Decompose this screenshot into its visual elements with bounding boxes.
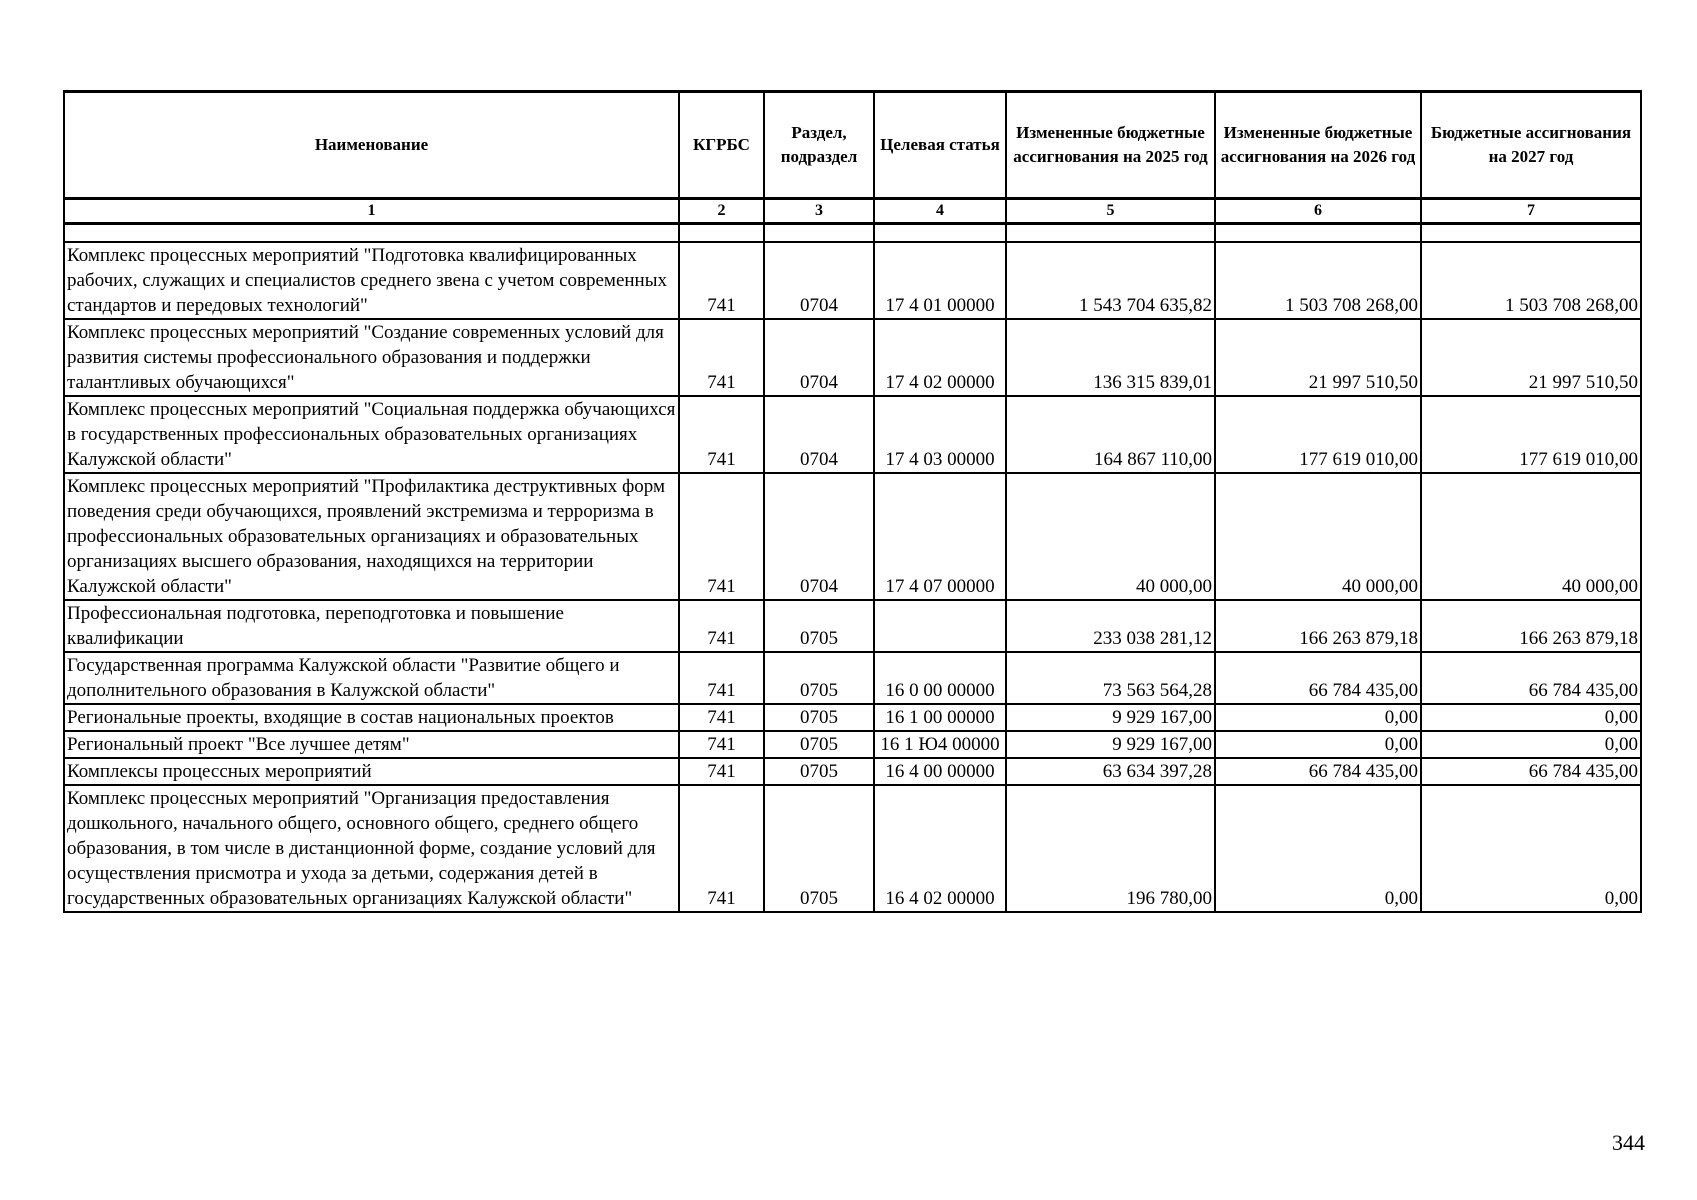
spacer-row xyxy=(64,224,1641,243)
column-number: 7 xyxy=(1421,199,1641,224)
table-row xyxy=(64,652,1641,704)
header-y2026: Измененные бюджетные ассигнования на 2026 год xyxy=(1215,92,1421,199)
table-row xyxy=(64,785,1641,912)
row-y2026: 166 263 879,18 xyxy=(1215,600,1421,652)
header-name: Наименование xyxy=(64,92,679,199)
row-razdel: 0705 xyxy=(764,652,874,704)
row-kgrbs: 741 xyxy=(679,731,764,758)
row-kgrbs: 741 xyxy=(679,396,764,473)
row-y2026: 177 619 010,00 xyxy=(1215,396,1421,473)
row-kgrbs: 741 xyxy=(679,704,764,731)
row-razdel: 0704 xyxy=(764,242,874,319)
row-y2025: 233 038 281,12 xyxy=(1006,600,1215,652)
row-target: 16 4 02 00000 xyxy=(874,785,1006,912)
row-y2025: 196 780,00 xyxy=(1006,785,1215,912)
row-y2027: 166 263 879,18 xyxy=(1421,600,1641,652)
row-target: 17 4 07 00000 xyxy=(874,473,1006,600)
row-y2027: 177 619 010,00 xyxy=(1421,396,1641,473)
table-row xyxy=(64,704,1641,731)
column-number: 2 xyxy=(679,199,764,224)
row-name: Комплекс процессных мероприятий "Профилактика деструктивных форм поведения среди обучающихся, проявлений экстремизма и терроризма в профессиональных образовательных организациях и образовательных организациях высшего образования, находящихся на территории Калужской области" xyxy=(64,473,679,600)
table-row xyxy=(64,396,1641,473)
row-razdel: 0705 xyxy=(764,785,874,912)
row-y2026: 66 784 435,00 xyxy=(1215,652,1421,704)
header-row xyxy=(64,92,1641,199)
table-row xyxy=(64,242,1641,319)
row-kgrbs: 741 xyxy=(679,785,764,912)
budget-table xyxy=(63,90,1642,913)
row-y2027: 66 784 435,00 xyxy=(1421,652,1641,704)
row-razdel: 0704 xyxy=(764,473,874,600)
row-target: 17 4 01 00000 xyxy=(874,242,1006,319)
row-y2026: 21 997 510,50 xyxy=(1215,319,1421,396)
row-razdel: 0705 xyxy=(764,704,874,731)
row-y2027: 1 503 708 268,00 xyxy=(1421,242,1641,319)
row-kgrbs: 741 xyxy=(679,652,764,704)
row-y2027: 0,00 xyxy=(1421,731,1641,758)
row-y2025: 63 634 397,28 xyxy=(1006,758,1215,785)
row-kgrbs: 741 xyxy=(679,319,764,396)
row-razdel: 0705 xyxy=(764,758,874,785)
row-razdel: 0704 xyxy=(764,396,874,473)
row-target: 17 4 02 00000 xyxy=(874,319,1006,396)
row-y2027: 0,00 xyxy=(1421,704,1641,731)
row-y2025: 73 563 564,28 xyxy=(1006,652,1215,704)
budget-sheet xyxy=(63,90,1640,913)
row-name: Комплекс процессных мероприятий "Организация предоставления дошкольного, начального общего, основного общего, среднего общего образования, в том числе в дистанционной форме, создание условий для осуществления присмотра и ухода за детьми, содержания детей в государственных образовательных организациях Калужской области" xyxy=(64,785,679,912)
row-y2025: 164 867 110,00 xyxy=(1006,396,1215,473)
row-razdel: 0704 xyxy=(764,319,874,396)
table-row xyxy=(64,319,1641,396)
row-y2025: 9 929 167,00 xyxy=(1006,731,1215,758)
row-name: Профессиональная подготовка, переподготовка и повышение квалификации xyxy=(64,600,679,652)
row-y2027: 21 997 510,50 xyxy=(1421,319,1641,396)
row-y2025: 9 929 167,00 xyxy=(1006,704,1215,731)
column-number: 5 xyxy=(1006,199,1215,224)
row-y2026: 40 000,00 xyxy=(1215,473,1421,600)
header-kgrbs: КГРБС xyxy=(679,92,764,199)
row-y2025: 40 000,00 xyxy=(1006,473,1215,600)
row-name: Комплекс процессных мероприятий "Социальная поддержка обучающихся в государственных профессиональных образовательных организациях Калужской области" xyxy=(64,396,679,473)
row-name: Государственная программа Калужской области "Развитие общего и дополнительного образования в Калужской области" xyxy=(64,652,679,704)
row-target: 16 1 00 00000 xyxy=(874,704,1006,731)
header-y2025: Измененные бюджетные ассигнования на 2025 год xyxy=(1006,92,1215,199)
row-y2025: 136 315 839,01 xyxy=(1006,319,1215,396)
row-target xyxy=(874,600,1006,652)
row-name: Комплекс процессных мероприятий "Создание современных условий для развития системы профессионального образования и поддержки талантливых обучающихся" xyxy=(64,319,679,396)
row-name: Региональный проект "Все лучшее детям" xyxy=(64,731,679,758)
row-kgrbs: 741 xyxy=(679,600,764,652)
row-y2027: 40 000,00 xyxy=(1421,473,1641,600)
row-y2026: 0,00 xyxy=(1215,704,1421,731)
column-number: 6 xyxy=(1215,199,1421,224)
row-y2026: 1 503 708 268,00 xyxy=(1215,242,1421,319)
row-y2026: 0,00 xyxy=(1215,731,1421,758)
row-y2027: 0,00 xyxy=(1421,785,1641,912)
row-y2025: 1 543 704 635,82 xyxy=(1006,242,1215,319)
row-name: Комплекс процессных мероприятий "Подготовка квалифицированных рабочих, служащих и специалистов среднего звена с учетом современных стандартов и передовых технологий" xyxy=(64,242,679,319)
row-y2026: 0,00 xyxy=(1215,785,1421,912)
header-target: Целевая статья xyxy=(874,92,1006,199)
header-razdel: Раздел, подраздел xyxy=(764,92,874,199)
row-target: 16 4 00 00000 xyxy=(874,758,1006,785)
header-y2027: Бюджетные ассигнования на 2027 год xyxy=(1421,92,1641,199)
row-y2027: 66 784 435,00 xyxy=(1421,758,1641,785)
column-number: 3 xyxy=(764,199,874,224)
row-razdel: 0705 xyxy=(764,600,874,652)
row-name: Комплексы процессных мероприятий xyxy=(64,758,679,785)
column-number: 1 xyxy=(64,199,679,224)
page-number: 344 xyxy=(1612,1130,1645,1155)
row-kgrbs: 741 xyxy=(679,473,764,600)
table-row xyxy=(64,731,1641,758)
table-row xyxy=(64,758,1641,785)
row-razdel: 0705 xyxy=(764,731,874,758)
row-name: Региональные проекты, входящие в состав национальных проектов xyxy=(64,704,679,731)
row-kgrbs: 741 xyxy=(679,758,764,785)
row-target: 16 0 00 00000 xyxy=(874,652,1006,704)
row-y2026: 66 784 435,00 xyxy=(1215,758,1421,785)
column-number-row xyxy=(64,199,1641,224)
row-target: 16 1 Ю4 00000 xyxy=(874,731,1006,758)
row-kgrbs: 741 xyxy=(679,242,764,319)
column-number: 4 xyxy=(874,199,1006,224)
table-row xyxy=(64,600,1641,652)
table-row xyxy=(64,473,1641,600)
row-target: 17 4 03 00000 xyxy=(874,396,1006,473)
